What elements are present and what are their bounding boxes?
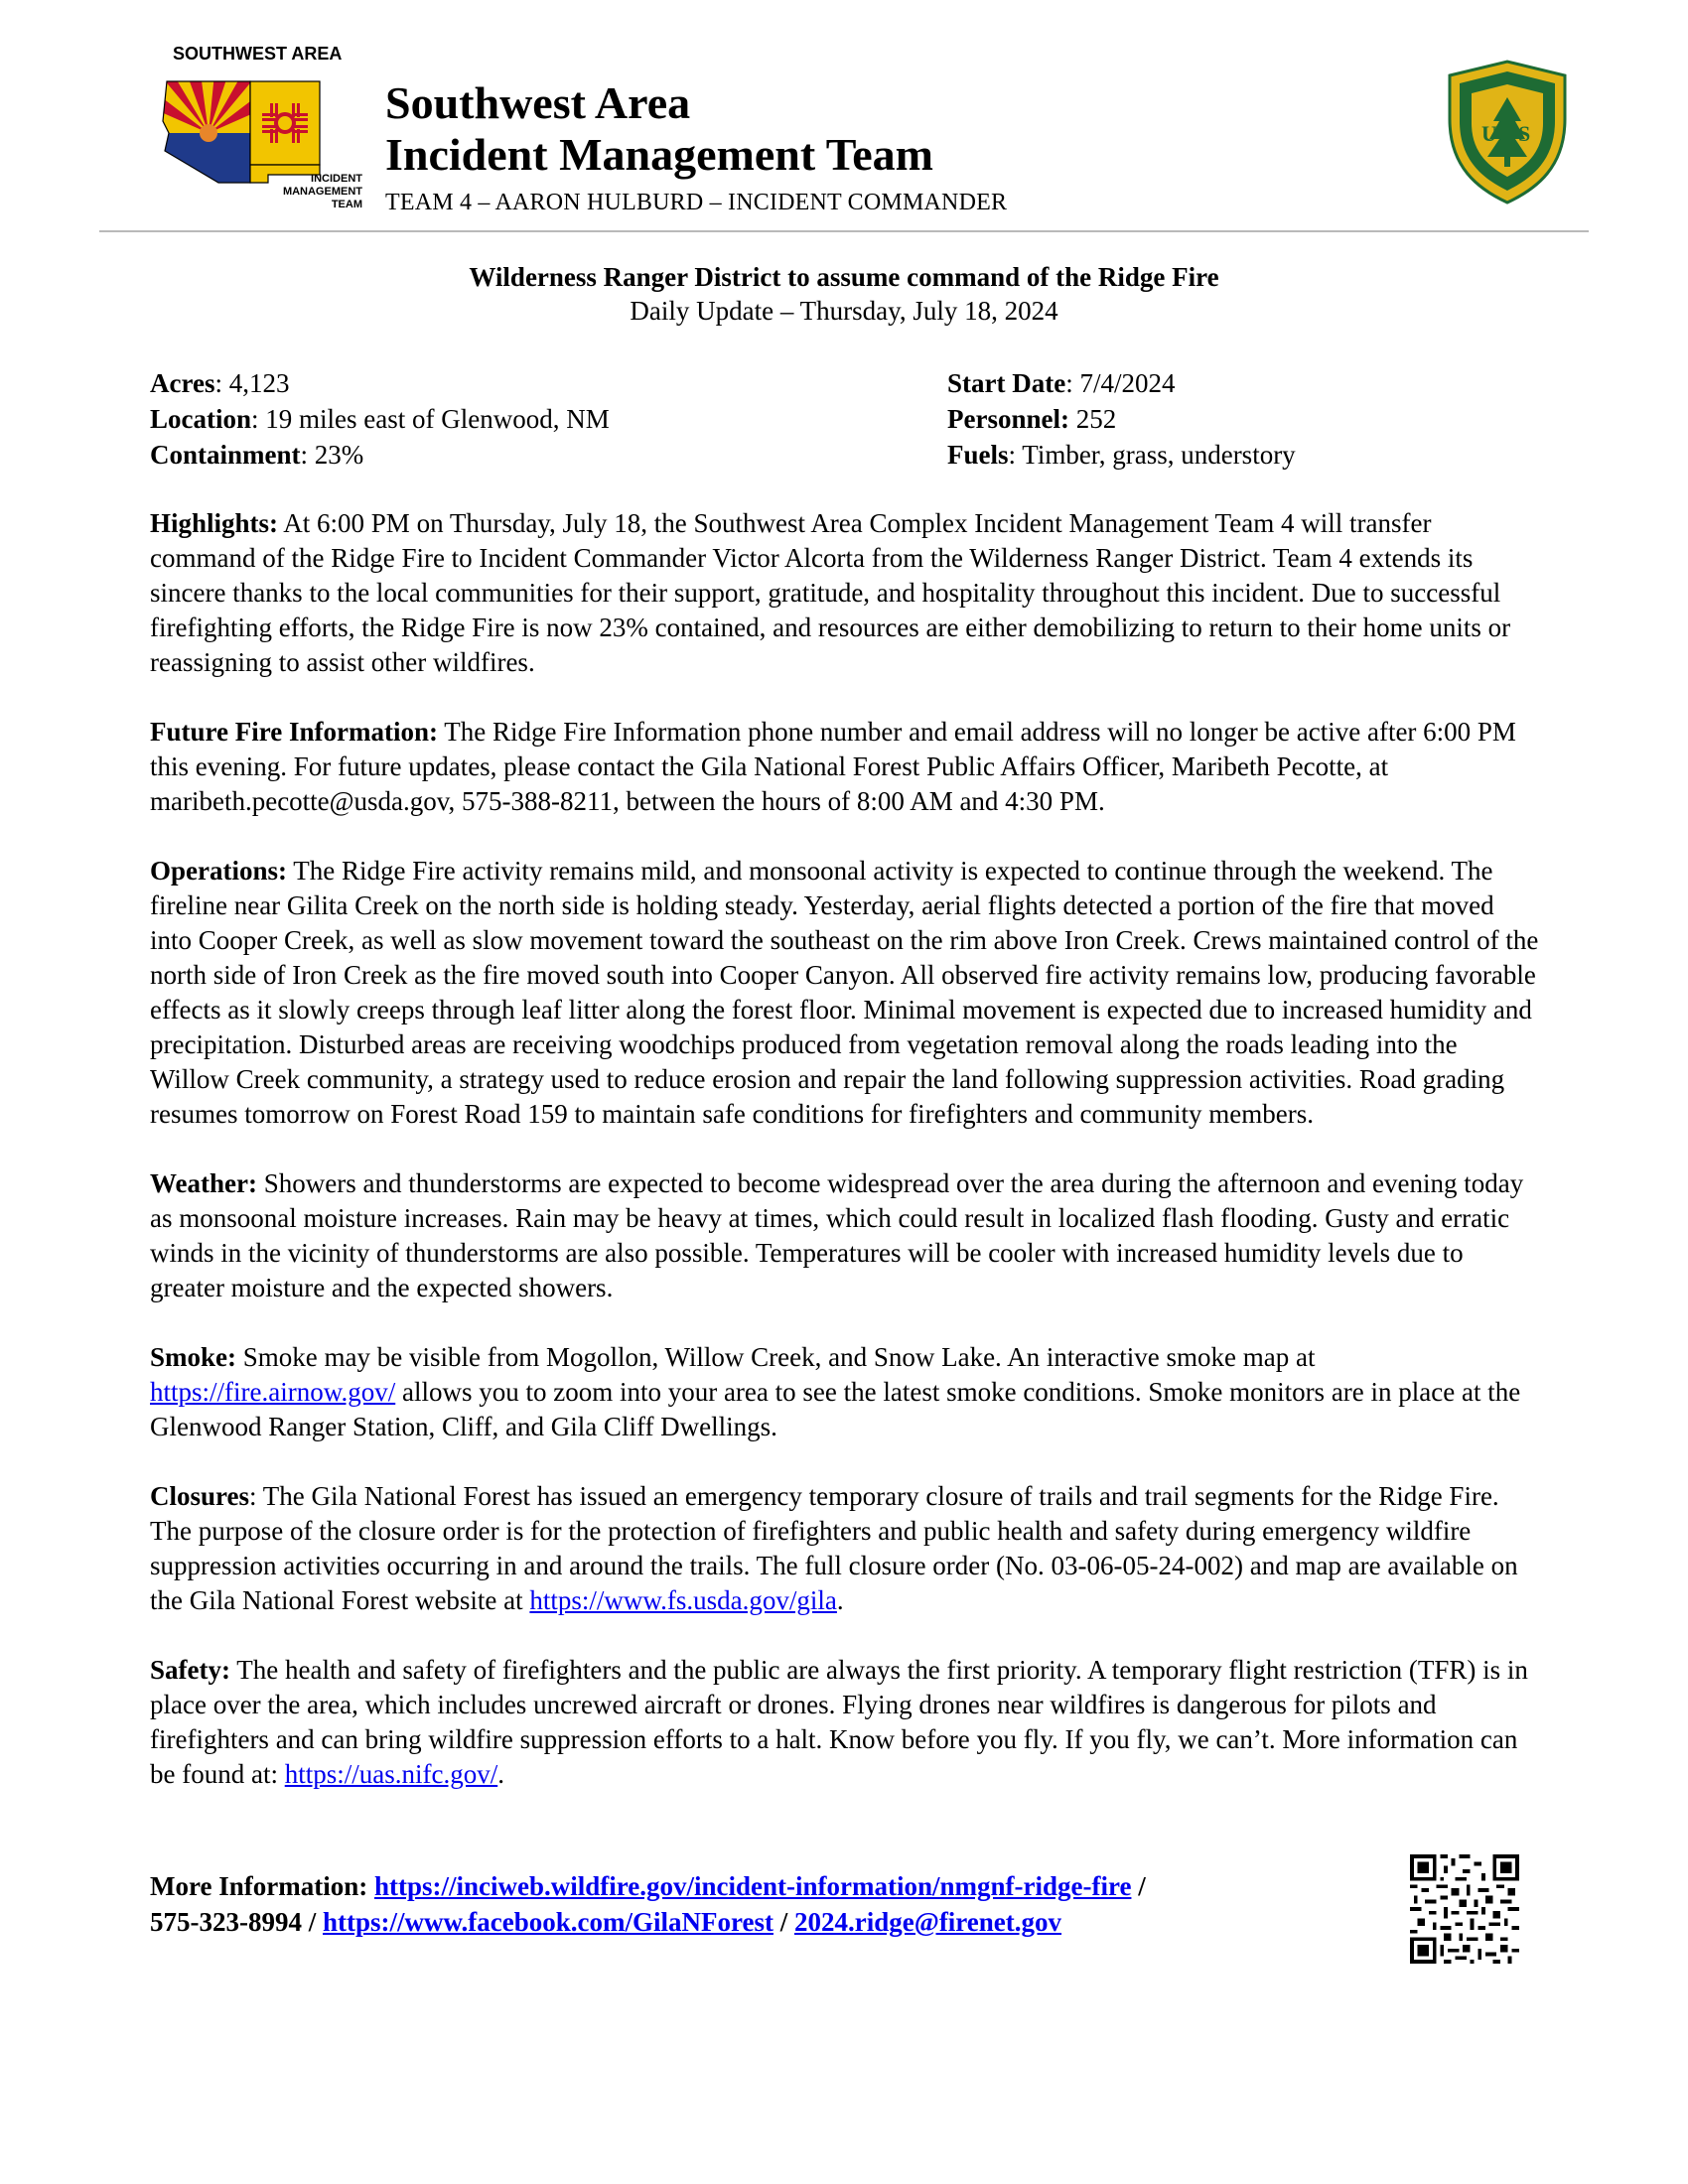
more-info-sep-1: /	[1131, 1871, 1146, 1901]
logo-side-text	[268, 173, 362, 211]
fact-start-date	[947, 365, 1296, 401]
fact-containment	[150, 437, 610, 473]
fact-fuels-value: : Timber, grass, understory	[1008, 440, 1296, 470]
facebook-link[interactable]: https://www.facebook.com/GilaNForest	[322, 1907, 774, 1937]
team-subtitle: TEAM 4 – AARON HULBURD – INCIDENT COMMANDER	[385, 190, 1008, 215]
fact-start-value: : 7/4/2024	[1065, 368, 1176, 398]
email-link[interactable]: 2024.ridge@firenet.gov	[793, 1907, 1062, 1937]
smoke-text-2: allows you to zoom into your area to see the latest smoke conditions. Smoke monitors are in place at the Glenwood Ranger Station, Cliff, and Gila Cliff Dwellings.	[150, 1377, 1521, 1441]
inciweb-link[interactable]: https://inciweb.wildfire.gov/incident-information/nmgnf-ridge-fire	[373, 1871, 1132, 1901]
fact-containment-label: Containment	[150, 440, 301, 470]
future-info-label: Future Fire Information:	[150, 717, 438, 747]
safety-text-2: .	[497, 1759, 504, 1789]
weather-text: Showers and thunderstorms are expected to become widespread over the area during the afternoon and evening today as monsoonal moisture increases. Rain may be heavy at times, which could result in localized flash flooding. Gusty and erratic winds in the vicinity of thunderstorms are also possible. Temperatures will be cooler with increased humidity levels due to greater moisture and the expected showers.	[150, 1168, 1524, 1302]
more-information	[150, 1868, 1381, 1940]
section-operations	[150, 854, 1540, 1132]
section-closures	[150, 1479, 1540, 1618]
section-highlights	[150, 506, 1540, 680]
qr-code-icon[interactable]	[1410, 1854, 1519, 1964]
fact-fuels	[947, 437, 1296, 473]
fact-location-value: : 19 miles east of Glenwood, NM	[251, 404, 610, 434]
title-line-1: Southwest Area	[385, 77, 691, 128]
section-smoke	[150, 1340, 1540, 1444]
logo-side-line-2: MANAGEMENT	[282, 186, 362, 198]
header-divider	[99, 230, 1589, 232]
airnow-link[interactable]: https://fire.airnow.gov/	[150, 1377, 396, 1407]
headline	[0, 260, 1688, 328]
gila-forest-link[interactable]: https://www.fs.usda.gov/gila	[529, 1585, 837, 1615]
forest-service-shield-icon	[1442, 58, 1573, 205]
fact-personnel-label: Personnel:	[947, 404, 1069, 434]
fact-fuels-label: Fuels	[947, 440, 1009, 470]
page-title	[385, 77, 933, 181]
section-safety	[150, 1653, 1540, 1792]
fact-location	[150, 401, 610, 437]
logo-side-line-1: INCIDENT	[311, 173, 362, 185]
headline-title: Wilderness Ranger District to assume command of the Ridge Fire	[469, 262, 1219, 292]
smoke-label: Smoke:	[150, 1342, 236, 1372]
fact-location-label: Location	[150, 404, 252, 434]
southwest-area-imt-logo	[159, 44, 367, 212]
safety-text-1: The health and safety of firefighters and the public are always the first priority. A temporary flight restriction (TFR) is in place over the area, which includes uncrewed aircraft or drones. Flying drones near wildfires is dangerous for pilots and firefighters and can bring wildfire suppression efforts to a halt. Know before you fly. If you fly, we can’t. More information can be found at:	[150, 1655, 1528, 1789]
closures-label: Closures	[150, 1481, 250, 1511]
title-line-2: Incident Management Team	[385, 129, 933, 180]
uas-nifc-link[interactable]: https://uas.nifc.gov/	[284, 1759, 498, 1789]
closures-text-1: : The Gila National Forest has issued an emergency temporary closure of trails and trail segments for the Ridge Fire. The purpose of the closure order is for the protection of firefighters and public health and safety during emergency wildfire suppression activities occurring in and around the trails. The full closure order (No. 03-06-05-24-002) and map are available on the Gila National Forest website at	[150, 1481, 1518, 1615]
fact-containment-value: : 23%	[300, 440, 364, 470]
logo-side-line-3: TEAM	[331, 199, 362, 210]
safety-label: Safety:	[150, 1655, 230, 1685]
weather-label: Weather:	[150, 1168, 257, 1198]
fact-personnel	[947, 401, 1296, 437]
fact-personnel-value: 252	[1068, 404, 1117, 434]
highlights-text: At 6:00 PM on Thursday, July 18, the Southwest Area Complex Incident Management Team 4 will transfer command of the Ridge Fire to Incident Commander Victor Alcorta from the Wilderness Ranger District. Team 4 extends its sincere thanks to the local communities for their support, gratitude, and hospitality throughout this incident. Due to successful firefighting efforts, the Ridge Fire is now 23% contained, and resources are either demobilizing to return to their home units or reassigning to assist other wildfires.	[150, 508, 1511, 677]
fact-acres	[150, 365, 610, 401]
more-info-sep-2: /	[773, 1907, 794, 1937]
smoke-text-1: Smoke may be visible from Mogollon, Willow Creek, and Snow Lake. An interactive smoke map at	[236, 1342, 1316, 1372]
section-weather	[150, 1166, 1540, 1305]
section-future-info	[150, 715, 1540, 819]
fact-acres-label: Acres	[150, 368, 215, 398]
operations-label: Operations:	[150, 856, 287, 886]
more-info-phone: 575-323-8994 /	[150, 1907, 323, 1937]
closures-text-2: .	[836, 1585, 844, 1615]
fire-facts-left	[150, 365, 610, 473]
headline-date: Daily Update – Thursday, July 18, 2024	[630, 296, 1058, 326]
future-info-text: The Ridge Fire Information phone number and email address will no longer be active after 6:00 PM this evening. For future updates, please contact the Gila National Forest Public Affairs Officer, Maribeth Pecotte, at maribeth.pecotte@usda.gov, 575-388-8211, between the hours of 8:00 AM and 4:30 PM.	[150, 717, 1516, 816]
fire-facts-right	[947, 365, 1296, 473]
shield-letter-s: S	[1518, 121, 1531, 146]
shield-letter-u: U	[1481, 121, 1497, 146]
more-info-label: More Information:	[150, 1871, 374, 1901]
fact-acres-value: : 4,123	[214, 368, 290, 398]
update-body	[150, 506, 1540, 1827]
logo-top-text: SOUTHWEST AREA	[173, 44, 343, 64]
operations-text: The Ridge Fire activity remains mild, and monsoonal activity is expected to continue through the weekend. The fireline near Gilita Creek on the north side is holding steady. Yesterday, aerial flights detected a portion of the fire that moved into Cooper Creek, as well as slow movement toward the southeast on the rim above Iron Creek. Crews maintained control of the north side of Iron Creek as the fire moved south into Cooper Canyon. All observed fire activity remains low, producing favorable effects as it slowly creeps through leaf litter along the forest floor. Minimal movement is expected due to increased humidity and precipitation. Disturbed areas are receiving woodchips produced from vegetation removal along the roads leading into the Willow Creek community, a strategy used to reduce erosion and repair the land following suppression activities. Road grading resumes tomorrow on Forest Road 159 to maintain safe conditions for firefighters and community members.	[150, 856, 1539, 1129]
fact-start-label: Start Date	[947, 368, 1066, 398]
highlights-label: Highlights:	[150, 508, 279, 538]
